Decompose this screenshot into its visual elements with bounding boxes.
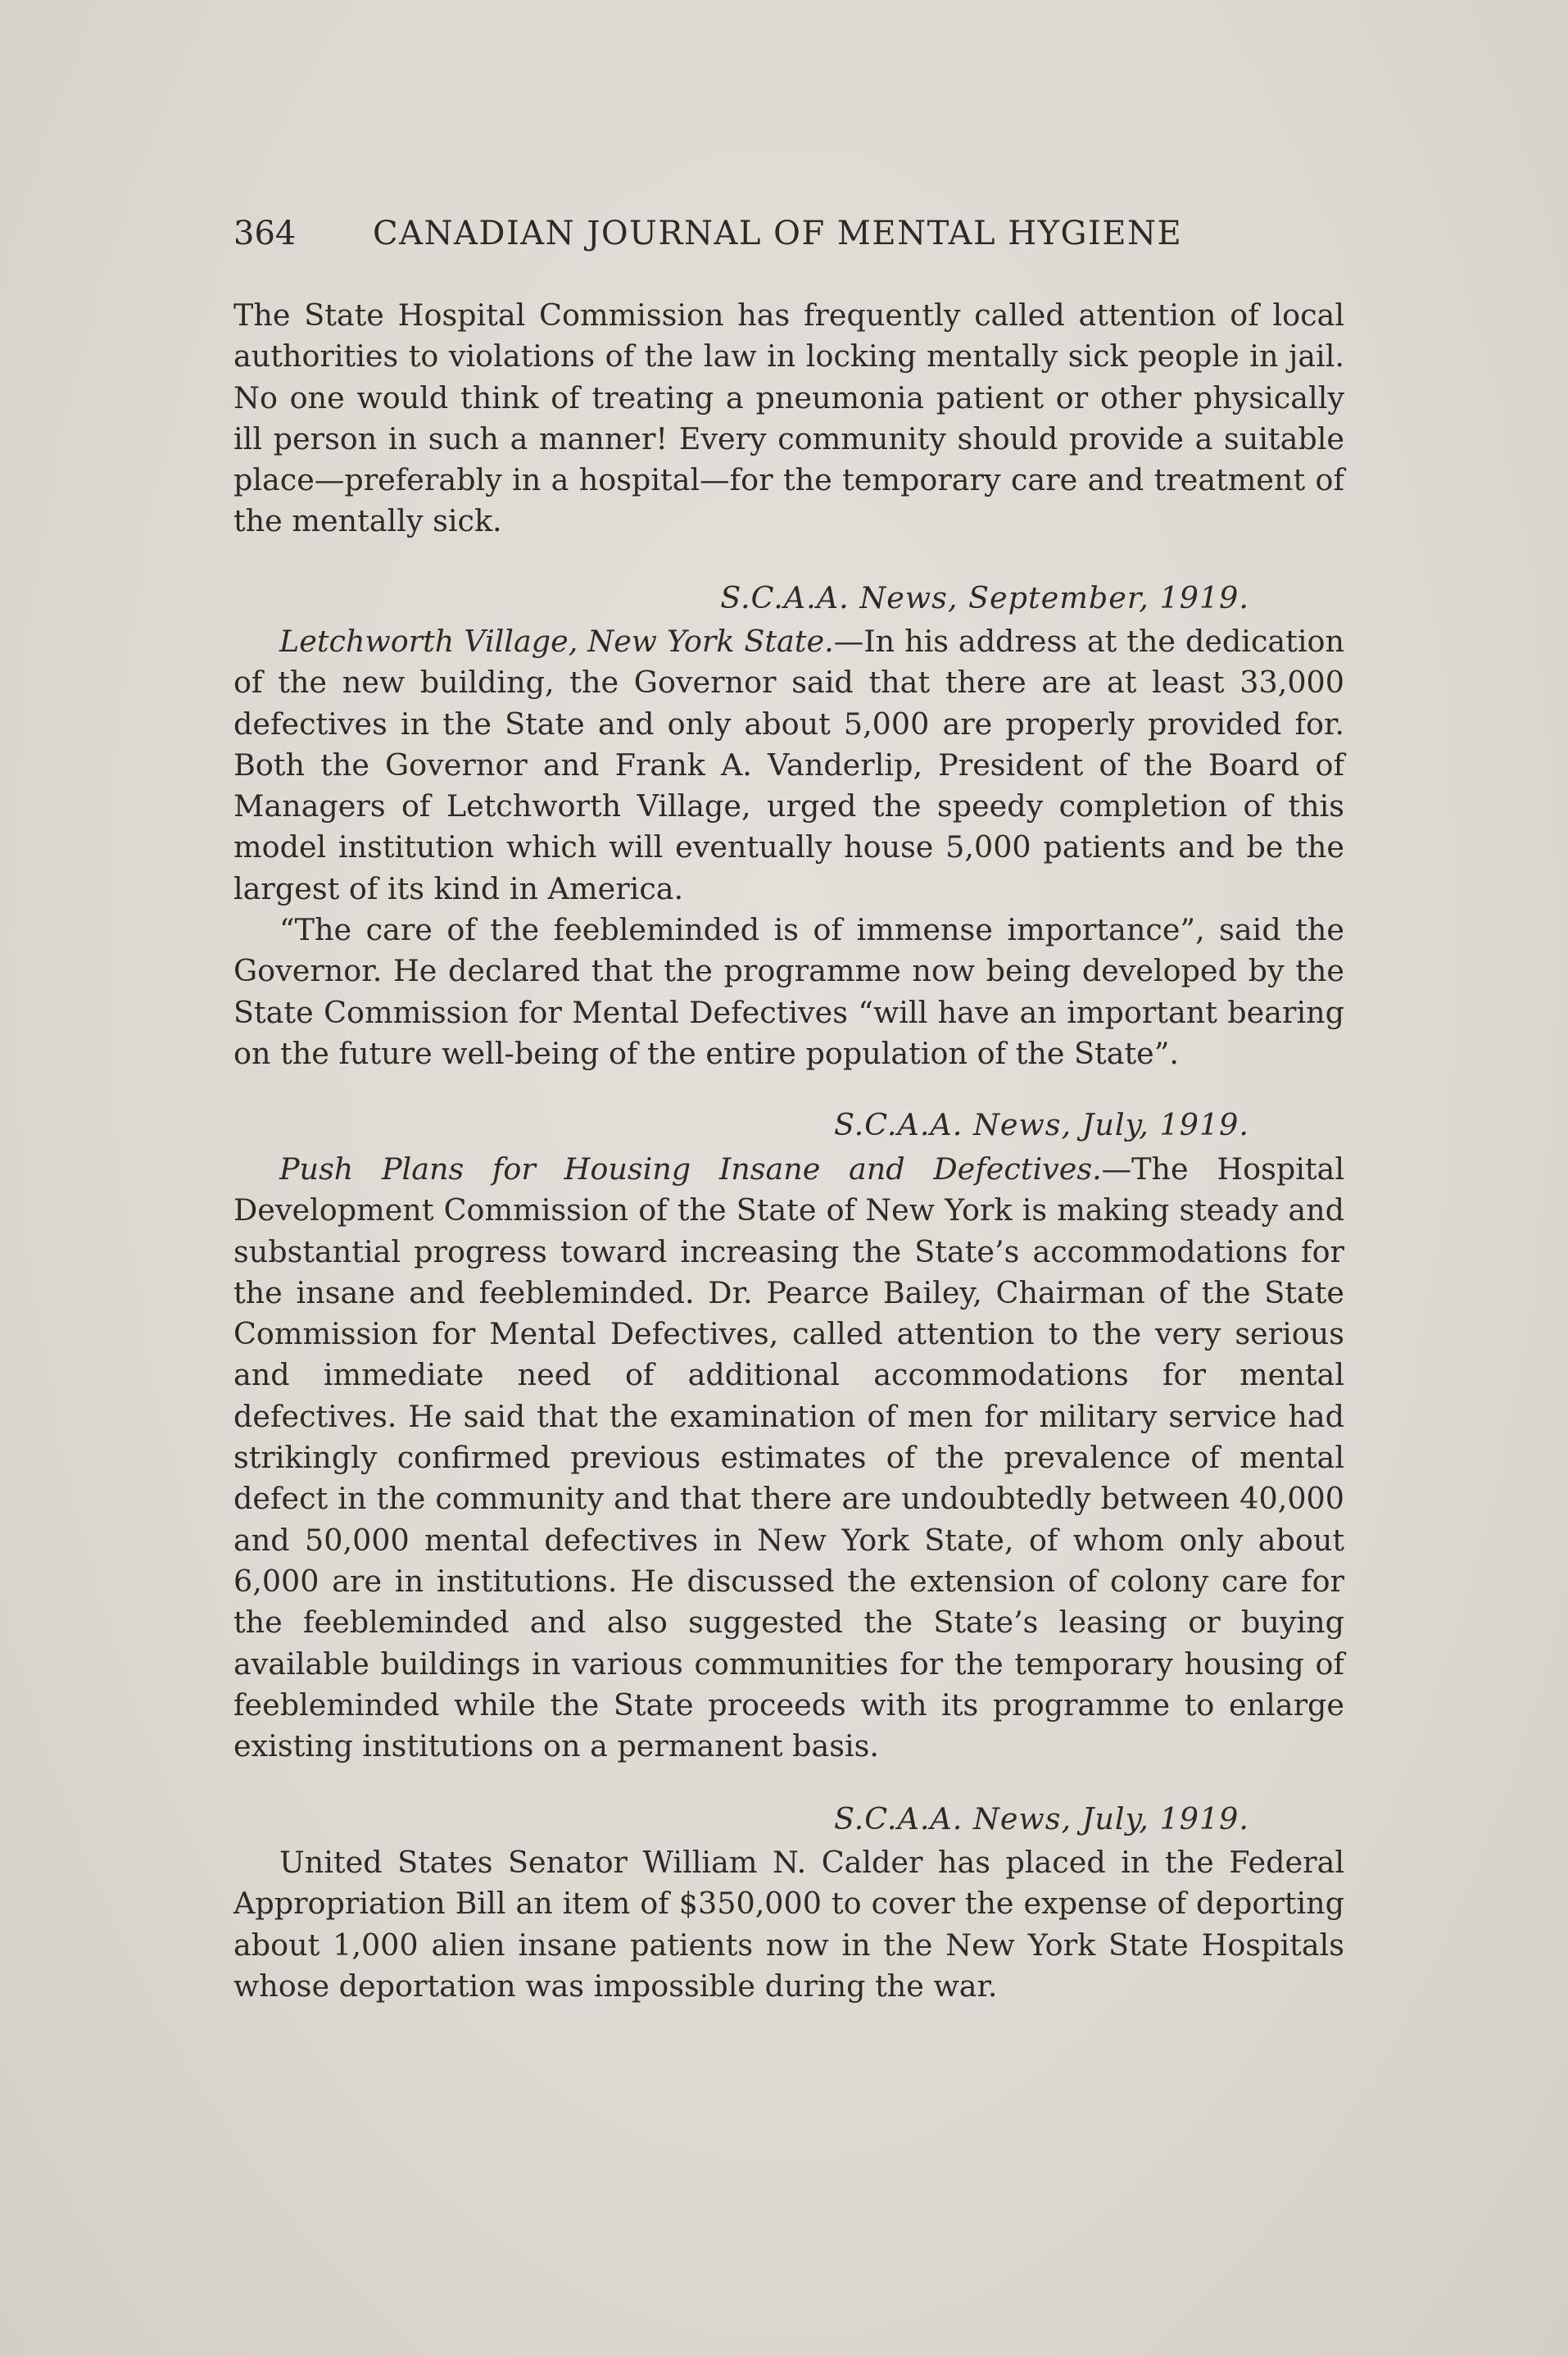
source-citation: S.C.A.A. News, July, 1919. [833,1107,1249,1142]
journal-title: CANADIAN JOURNAL OF MENTAL HYGIENE [373,215,1183,252]
page-number: 364 [233,215,297,252]
source-citation: S.C.A.A. News, July, 1919. [833,1801,1249,1836]
paragraph [233,1149,1344,1767]
paragraph: The State Hospital Commission has frequently called attention of local authorities to violations of the law in locking mentally sick people in jail. No one would think of treating a pneumonia patient or other physically ill person in such a manner! Every community should provide a suitable place—preferably in a hospital—for the temporary care and treatment of the mentally sick. [233,297,1344,539]
running-header [233,215,1249,252]
paragraph-text: —The Hospital Development Commission of the State of New York is making steady and substantial progress toward increasing the State’s accommodations for the insane and feebleminded. Dr. Pearce Bailey, Chairman of the State Commission for Mental Defectives, called attention to the very serious and immediate need of additional accommodations for mental defectives. He said that the examination of men for military service had strikingly confirmed previous estimates of the prevalence of mental defect in the community and that there are undoubtedly between 40,000 and 50,000 mental defectives in New York State, of whom only about 6,000 are in institutions. He discussed the extension of colony care for the feebleminded and also suggested the State’s leasing or buying available buildings in various communities for the temporary housing of feebleminded while the State proceeds with its programme to enlarge existing institutions on a permanent basis. [233,1151,1344,1764]
paragraph [233,621,1344,910]
intro-block [233,295,1344,542]
letchworth-article [233,621,1344,1074]
paragraph: United States Senator William N. Calder has placed in the Federal Appropriation Bill an item of $350,000 to cover the expense of deporting about 1,000 alien insane patients now in the New York State Hospitals whose deportation was impossible during the war. [233,1845,1344,2004]
article-title: Push Plans for Housing Insane and Defectives. [279,1151,1102,1187]
housing-article [233,1149,1344,1767]
source-citation: S.C.A.A. News, September, 1919. [720,580,1249,615]
paragraph: “The care of the feebleminded is of immense importance”, said the Governor. He declared that the programme now being developed by the State Commission for Mental Defectives “will have an important bearing on the future well-being of the entire population of the State”. [233,912,1344,1071]
calder-article [233,1842,1344,2007]
paragraph-text: —In his address at the dedication of the new building, the Governor said that there are at least 33,000 defectives in the State and only about 5,000 are properly provided for. Both the Governor and Frank A. Vanderlip, President of the Board of Managers of Letchworth Village, urged the speedy completion of this model institution which will eventually house 5,000 patients and be the largest of its kind in America. [233,624,1345,906]
article-title: Letchworth Village, New York State. [279,624,834,659]
